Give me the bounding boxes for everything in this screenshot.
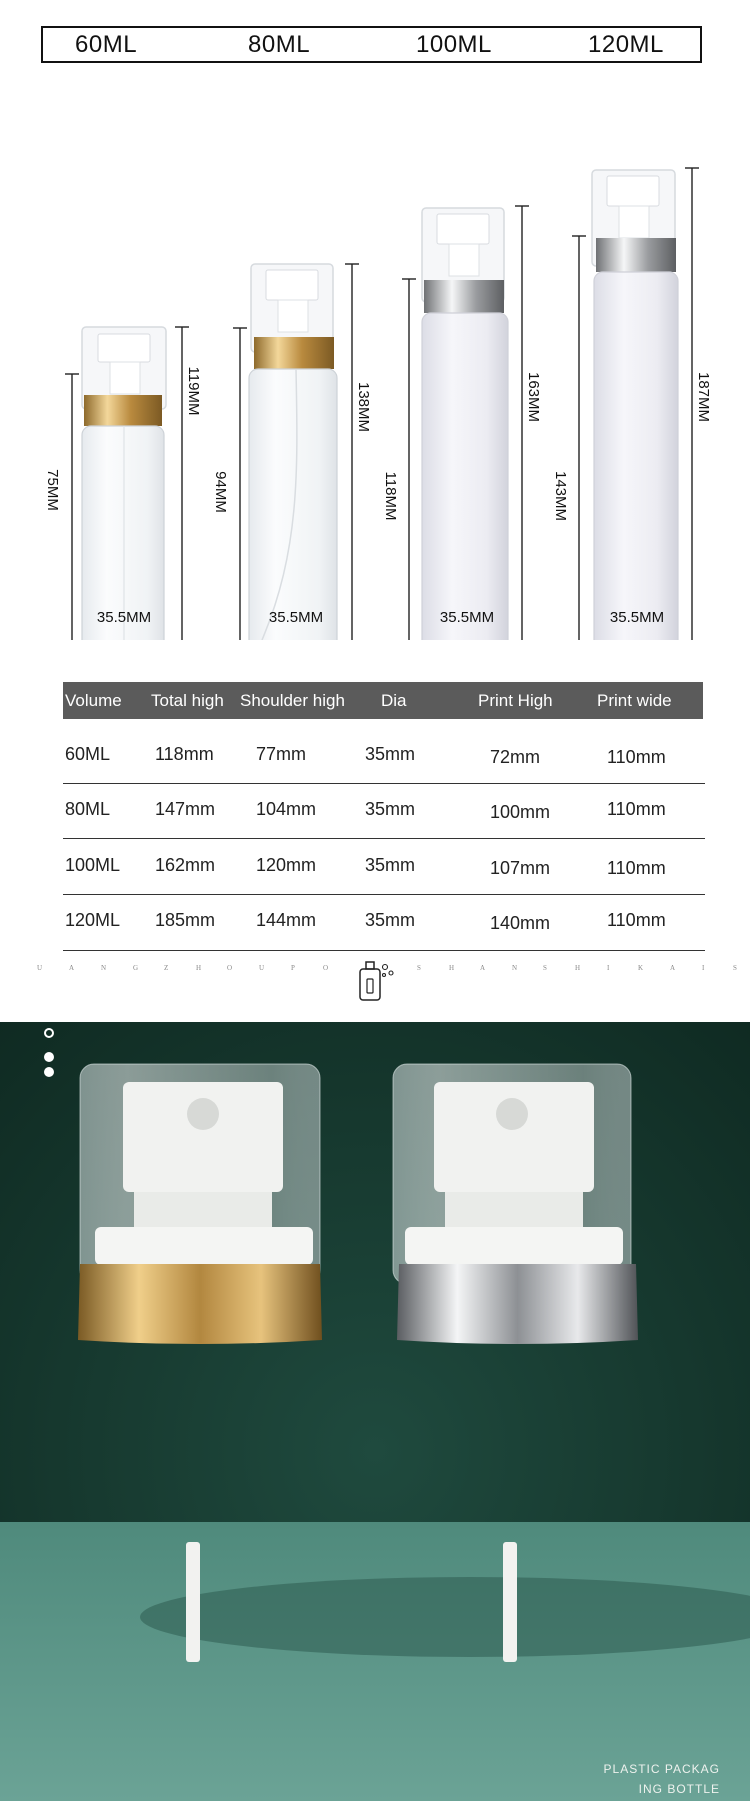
row-divider: [63, 894, 705, 895]
cell-total-high: 147mm: [155, 799, 216, 819]
cell-dia: 35mm: [365, 744, 416, 764]
bottle-60ml: [72, 140, 166, 640]
cell-shoulder-high: 104mm: [256, 799, 317, 819]
bottle-diagrams: [0, 140, 750, 640]
table-row: [0, 910, 750, 940]
bottle-4-shoulder-label: 143MM: [552, 470, 569, 522]
photo-caption-line-2: ING BOTTLE: [638, 1782, 720, 1796]
brand-letter: P: [291, 964, 295, 972]
capacity-label-120: 120ML: [588, 31, 664, 58]
capacity-label-60: 60ML: [75, 31, 138, 58]
cell-total-high: 185mm: [155, 910, 216, 930]
cell-volume: 60ML: [65, 744, 111, 764]
bottle-2-shoulder-label: 94MM: [212, 471, 229, 513]
bottle-1-width-label: 35.5MM: [96, 609, 152, 626]
brand-letter: H: [449, 964, 455, 972]
brand-letter: A: [69, 964, 75, 972]
cell-volume: 80ML: [65, 799, 111, 819]
photo-caption-line-1: PLASTIC PACKAG: [603, 1762, 720, 1776]
bottle-120ml: [592, 170, 678, 640]
capacity-header: [41, 26, 702, 63]
brand-letter: I: [702, 964, 705, 972]
cell-print-high: 100mm: [490, 802, 551, 822]
cell-shoulder-high: 120mm: [256, 855, 317, 875]
cell-print-high: 107mm: [490, 858, 551, 878]
header-print-high: Print High: [478, 691, 553, 710]
row-divider: [63, 950, 705, 951]
cell-volume: 100ML: [65, 855, 121, 875]
cell-dia: 35mm: [365, 799, 416, 819]
brand-strip: [0, 955, 750, 985]
carousel-dot[interactable]: [44, 1028, 54, 1038]
cell-print-wide: 110mm: [607, 799, 666, 819]
cell-dia: 35mm: [365, 910, 416, 930]
capacity-label-80: 80ML: [248, 31, 311, 58]
header-total-high: Total high: [151, 691, 224, 710]
brand-letter: I: [607, 964, 610, 972]
cell-print-high: 72mm: [490, 747, 541, 767]
header-shoulder-high: Shoulder high: [240, 691, 345, 710]
brand-letter: A: [670, 964, 676, 972]
brand-letter: G: [133, 964, 139, 972]
brand-letter: H: [196, 964, 202, 972]
header-dia: Dia: [381, 691, 407, 710]
carousel-dot[interactable]: [44, 1067, 54, 1077]
brand-letter: O: [227, 964, 233, 972]
row-divider: [63, 838, 705, 839]
bottle-3-shoulder-label: 118MM: [382, 471, 399, 521]
brand-letter: S: [417, 964, 421, 972]
table-row: [0, 744, 750, 774]
brand-letter: A: [480, 964, 486, 972]
bottle-2-total-label: 138MM: [355, 381, 372, 433]
cell-print-wide: 110mm: [607, 858, 666, 878]
cell-shoulder-high: 144mm: [256, 910, 317, 930]
cell-total-high: 162mm: [155, 855, 216, 875]
cell-dia: 35mm: [365, 855, 416, 875]
bottle-3-width-label: 35.5MM: [439, 609, 495, 626]
cell-volume: 120ML: [65, 910, 121, 930]
table-row: [0, 799, 750, 829]
bottle-4-total-label: 187MM: [695, 371, 712, 423]
brand-letter: H: [575, 964, 581, 972]
bottle-3-total-label: 163MM: [525, 371, 542, 423]
brand-letter: K: [638, 964, 644, 972]
header-volume: Volume: [65, 691, 122, 710]
bottle-2-width-label: 35.5MM: [268, 609, 324, 626]
cell-total-high: 118mm: [155, 744, 214, 764]
brand-letter: Z: [164, 964, 169, 972]
brand-letter: N: [512, 964, 518, 972]
carousel-dot[interactable]: [44, 1052, 54, 1062]
brand-letter: U: [37, 964, 43, 972]
capacity-label-100: 100ML: [416, 31, 492, 58]
cell-print-wide: 110mm: [607, 747, 666, 767]
bottle-100ml: [422, 208, 508, 640]
brand-letter: S: [733, 964, 737, 972]
cell-print-wide: 110mm: [607, 910, 666, 930]
table-row: [0, 855, 750, 885]
spec-table-header: [63, 682, 703, 719]
bottle-1-shoulder-label: 75MM: [44, 469, 61, 511]
row-divider: [63, 783, 705, 784]
bottle-80ml: [249, 264, 337, 640]
header-print-wide: Print wide: [597, 691, 672, 710]
bottle-1-total-label: 119MM: [185, 366, 202, 416]
product-photo-illustration: [0, 1022, 750, 1801]
brand-letter: N: [101, 964, 107, 972]
brand-letter: S: [543, 964, 547, 972]
cell-print-high: 140mm: [490, 913, 551, 933]
bottle-4-width-label: 35.5MM: [609, 609, 665, 626]
brand-letter: U: [259, 964, 265, 972]
bottle-bubbles-icon: [356, 961, 396, 1003]
brand-letter: O: [323, 964, 329, 972]
product-photo: [0, 1022, 750, 1801]
cell-shoulder-high: 77mm: [256, 744, 307, 764]
